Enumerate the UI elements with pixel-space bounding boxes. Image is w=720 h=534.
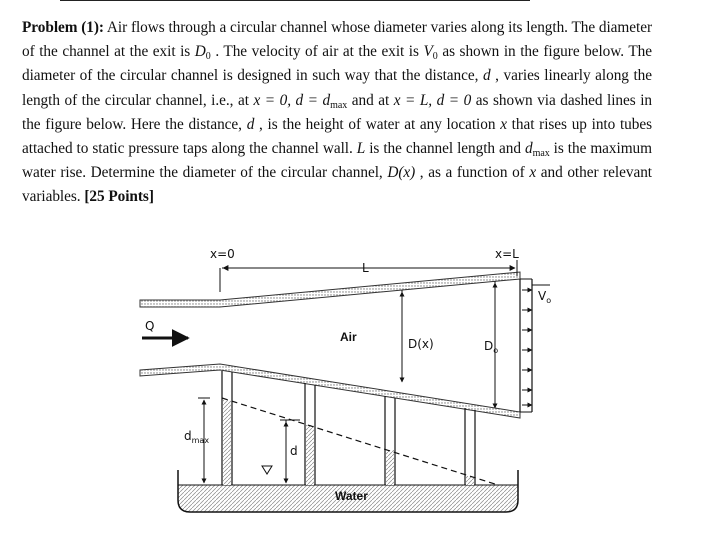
label-V0: $V_o$ (538, 289, 552, 305)
sym-x2: x (529, 164, 537, 182)
stmt-s10: is the maximum water rise. Determine the diameter of the circular channel, (22, 140, 652, 182)
sub-V0: 0 (432, 51, 438, 63)
sym-dmax: d (524, 140, 533, 158)
points-label: [25 Points] (84, 188, 154, 206)
label-xL: x=L (495, 247, 519, 261)
label-L: L (362, 261, 369, 275)
sub-max2: max (532, 148, 550, 160)
problem-heading: Problem (1): (22, 19, 104, 36)
eq-x0: x = 0, d = d (253, 91, 331, 109)
eq-xL: x = L, d = 0 (393, 91, 472, 109)
label-Q: Q (145, 319, 155, 333)
lower-wall (140, 364, 520, 418)
label-D0: $D_o$ (484, 339, 499, 355)
sym-L1: L (356, 140, 366, 158)
stmt-s11: , as a function of (415, 164, 530, 182)
sym-d1: d (482, 67, 491, 85)
label-air: Air (340, 330, 357, 344)
stmt-s12: and other relevant variables. (22, 164, 652, 206)
sym-D0: D (194, 43, 206, 61)
stmt-s3: as shown in the figure below. The diameter of the circular channel is designed in such way that the distance, (22, 43, 652, 85)
sub-D0: 0 (205, 51, 211, 63)
label-x0: x=0 (210, 247, 235, 261)
label-d: d (290, 444, 298, 458)
stmt-s6: as shown via dashed lines in the figure below. Here the distance, (22, 91, 653, 133)
water-level-dashed (222, 398, 498, 485)
stmt-s9: is the channel length and (365, 140, 525, 158)
stmt-s1: Air flows through a circular channel whose diameter varies along its length. The diameter of the channel at the exit is (22, 19, 652, 61)
sub-max1: max (330, 99, 348, 111)
free-surface-marker (262, 466, 272, 474)
sym-d2: d (246, 115, 255, 133)
label-Dx: D(x) (408, 337, 434, 351)
stmt-s2: . The velocity of air at the exit is (210, 43, 424, 61)
sym-V0: V (423, 43, 433, 61)
sym-Dx: D(x) (387, 164, 416, 182)
upper-wall (140, 272, 520, 307)
stmt-s7: , is the height of water at any location (254, 115, 501, 133)
stmt-s4: , varies linearly along the length of the circular channel, i.e., at (22, 67, 652, 109)
stmt-s5: and at (347, 91, 394, 109)
stmt-s8: that rises up into tubes attached to static pressure taps along the channel wall. (22, 115, 653, 158)
sym-x1: x (500, 115, 507, 133)
label-water: Water (335, 489, 368, 503)
label-dmax: $d_{max}$ (184, 429, 210, 445)
